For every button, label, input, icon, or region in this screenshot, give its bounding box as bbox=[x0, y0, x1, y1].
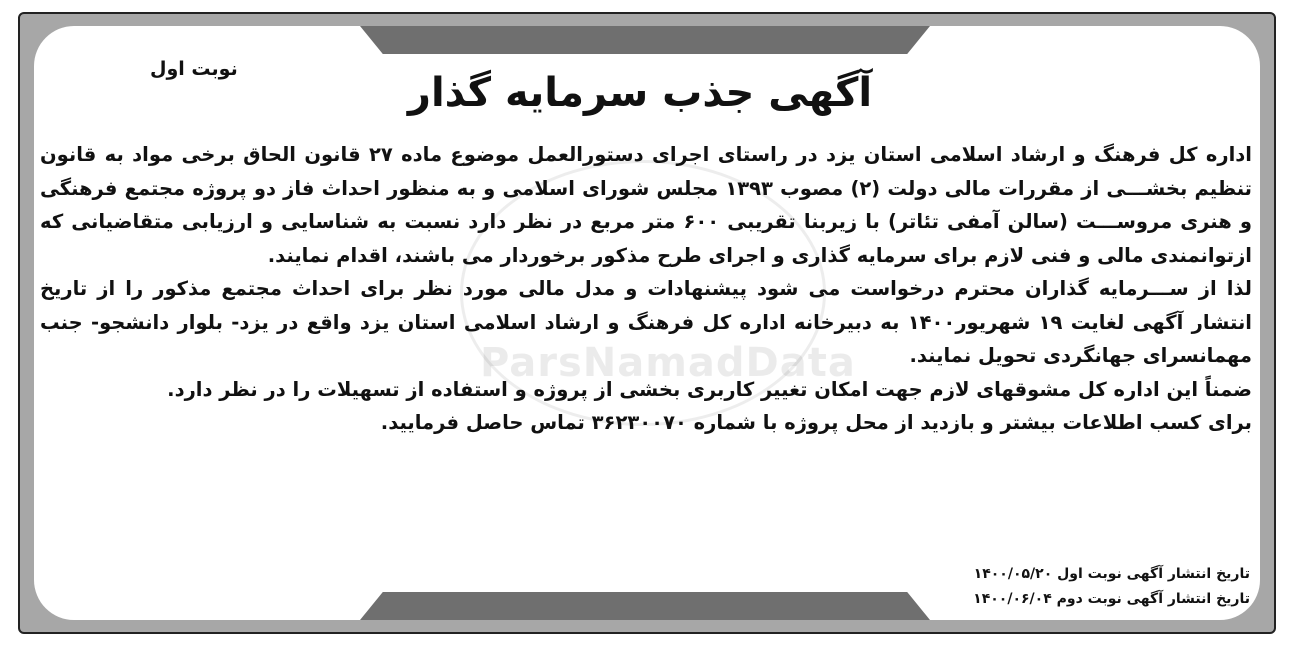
notice-title: آگهی جذب سرمایه گذار bbox=[407, 70, 873, 116]
top-decorative-band bbox=[360, 26, 930, 54]
bottom-decorative-band bbox=[360, 592, 930, 620]
second-publication-date: تاریخ انتشار آگهی نوبت دوم ۱۴۰۰/۰۶/۰۴ bbox=[973, 591, 1250, 607]
body-paragraph-4: برای کسب اطلاعات بیشتر و بازدید از محل پروژه با شماره ۳۶۲۳۰۰۷۰ تماس حاصل فرمایید. bbox=[380, 411, 1252, 434]
body-paragraph-3: ضمناً این اداره کل مشوقهای لازم جهت امکان تغییر کاربری بخشی از پروژه و استفاده از تسهیلات را در نظر دارد. bbox=[167, 377, 1252, 401]
publication-dates bbox=[920, 562, 1250, 612]
edition-label: نوبت اول bbox=[150, 58, 238, 80]
first-publication-date: تاریخ انتشار آگهی نوبت اول ۱۴۰۰/۰۵/۲۰ bbox=[973, 566, 1250, 582]
body-paragraph-2: لذا از ســـرمایه گذاران محترم درخواست می شود پیشنهادات و مدل مالی مورد نظر برای احداث مجتمع مذکور را از تاریخ انتشار آگهی لغایت ۱۹ شهریور۱۴۰۰ به دبیرخانه اداره کل فرهنگ و ارشاد اسلامی استان یزد واقع در یزد- بلوار دانشجو- جنب مهمانسرای جهانگردی تحویل نمایند. bbox=[40, 277, 1252, 367]
notice-body bbox=[40, 138, 1252, 440]
body-paragraph-1: اداره کل فرهنگ و ارشاد اسلامی استان یزد در راستای اجرای دستورالعمل موضوع ماده ۲۷ قانون الحاق برخی مواد به قانون تنظیم بخشـــی از مقررات مالی دولت (۲) مصوب ۱۳۹۳ مجلس شورای اسلامی و به منظور احداث فاز دو پروژه مجتمع فرهنگی و هنری مروســـت (سالن آمفی تئاتر) با زیربنا تقریبی ۶۰۰ متر مربع در نظر دارد نسبت به شناسایی و ارزیابی متقاضیانی که ازتوانمندی مالی و فنی لازم برای سرمایه گذاری و اجرای طرح مذکور برخوردار می باشند، اقدام نمایند. bbox=[40, 143, 1252, 267]
